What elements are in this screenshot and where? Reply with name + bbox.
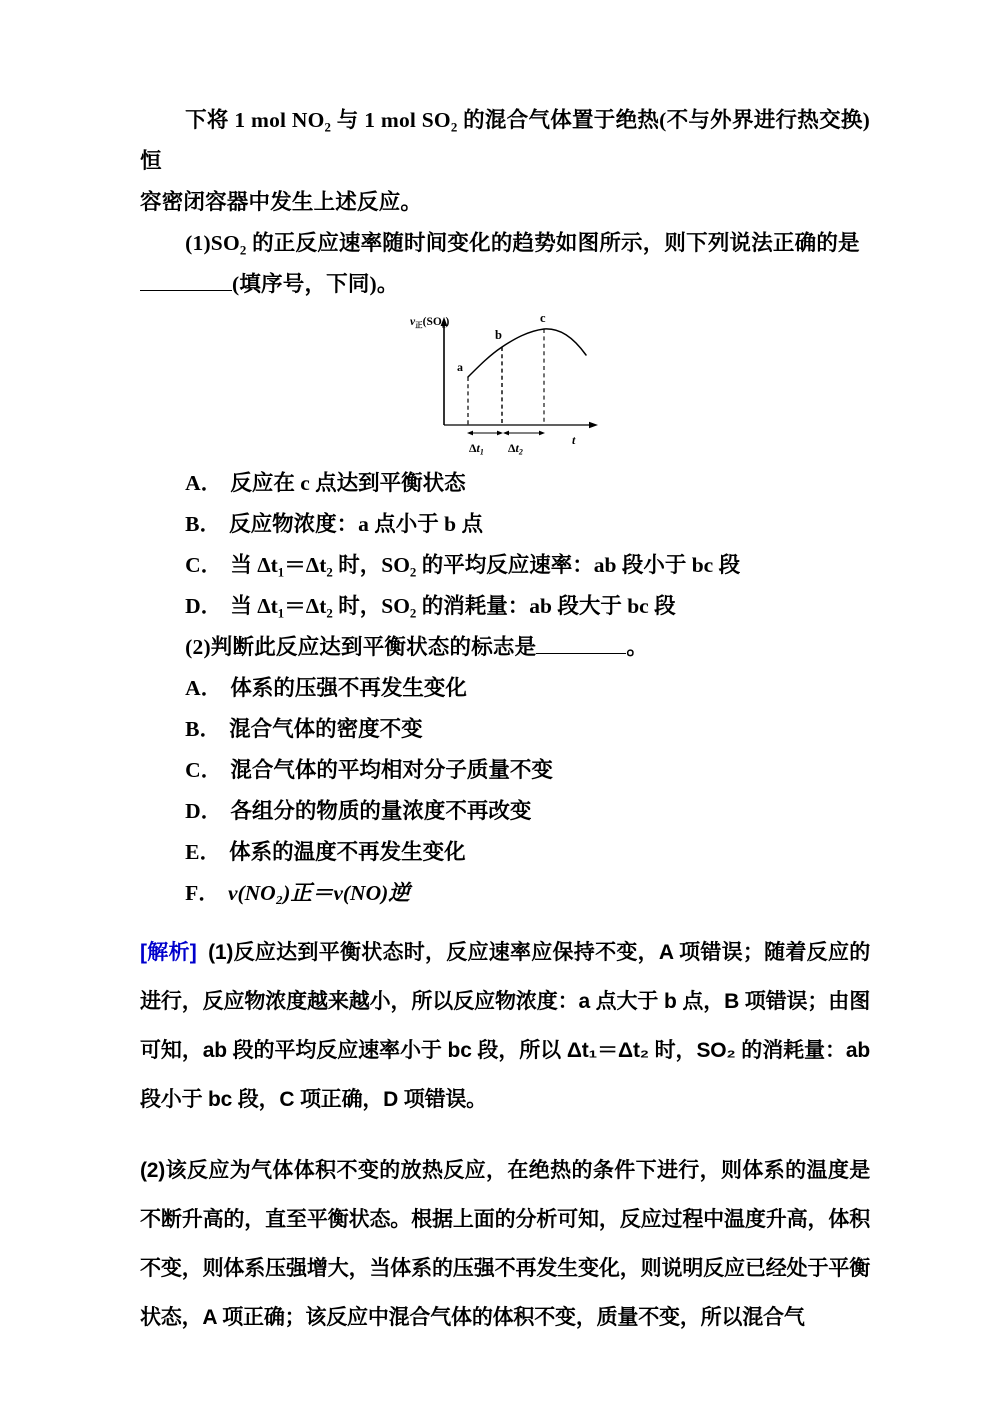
part1-option-c-text: 当 Δt₁＝Δt₂ 时，SO₂ 的平均反应速率：ab 段小于 bc 段 (230, 553, 741, 577)
analysis-spacer (140, 1124, 870, 1146)
part1-option-c[interactable] (140, 545, 870, 586)
part2-option-e[interactable] (140, 832, 870, 873)
analysis-part2 (140, 1146, 870, 1342)
part2-option-e-letter: E． (185, 840, 221, 864)
part2-prompt (140, 627, 870, 668)
part2-option-f-text: v(NO₂)正＝v(NO)逆 (227, 881, 410, 905)
interval-delta-t2 (503, 431, 545, 457)
part1-option-d-text: 当 Δt₁＝Δt₂ 时，SO₂ 的消耗量：ab 段大于 bc 段 (230, 594, 676, 618)
part2-option-c-text: 混合气体的平均相对分子质量不变 (230, 758, 553, 782)
part1-prompt (140, 223, 870, 264)
analysis-part1-text: (1)反应达到平衡状态时，反应速率应保持不变，A 项错误；随着反应的进行，反应物浓度越来越小，所以反应物浓度：a 点大于 b 点，B 项错误；由图可知，ab 段的平均反应速率小于 bc 段，所以 Δt₁＝Δt₂ 时，SO₂ 的消耗量：ab 段小于 bc 段，C 项正确，D 项错误。 (140, 941, 871, 1111)
x-axis-label: t (572, 433, 576, 447)
part1-option-b[interactable] (140, 504, 870, 545)
interval-label-2: $\Delta t_2$ (508, 441, 523, 457)
analysis-part2-text: (2)该反应为气体体积不变的放热反应，在绝热的条件下进行，则体系的温度是不断升高的，直至平衡状态。根据上面的分析可知，反应过程中温度升高，体积不变，则体系压强增大，当体系的压强不再发生变化，则说明反应已经处于平衡状态，A 项正确；该反应中混合气体的体积不变，质量不变，所以混合气 (140, 1159, 870, 1329)
page-content (140, 100, 870, 1342)
part1-option-c-letter: C． (185, 553, 223, 577)
part2-option-d-letter: D． (185, 799, 223, 823)
part1-option-a-text: 反应在 c 点达到平衡状态 (230, 471, 466, 495)
part2-prompt-text: (2)判断此反应达到平衡状态的标志是 (185, 635, 537, 659)
part2-option-b-text: 混合气体的密度不变 (229, 717, 423, 741)
part2-option-b[interactable] (140, 709, 870, 750)
interval-label-1: $\Delta t_1$ (469, 441, 484, 457)
analysis-label: [解析] (140, 941, 197, 964)
part2-option-a-letter: A． (185, 676, 223, 700)
point-label-a: a (457, 360, 463, 374)
part1-blank-line (140, 264, 870, 305)
part1-prompt-text: (1)SO₂ 的正反应速率随时间变化的趋势如图所示，则下列说法正确的是 (185, 231, 860, 255)
part2-option-a-text: 体系的压强不再发生变化 (230, 676, 467, 700)
part2-option-b-letter: B． (185, 717, 221, 741)
part2-option-c-letter: C． (185, 758, 223, 782)
rate-time-chart-svg (410, 307, 630, 457)
y-axis-label: $v_正(SO_2)$ (410, 316, 450, 330)
rate-time-chart (410, 307, 630, 462)
x-axis-arrow (589, 422, 598, 428)
interval-delta-t1 (467, 431, 503, 457)
part1-option-a[interactable] (140, 463, 870, 504)
part2-option-c[interactable] (140, 750, 870, 791)
part2-option-d[interactable] (140, 791, 870, 832)
question-stem-line1: 下将 1 mol NO₂ 与 1 mol SO₂ 的混合气体置于绝热(不与外界进行热交换)恒 (140, 108, 870, 173)
part1-option-d-letter: D． (185, 594, 223, 618)
part1-option-d[interactable] (140, 586, 870, 627)
part2-option-f-letter: F． (185, 881, 220, 905)
part2-prompt-tail: 。 (626, 635, 649, 659)
part2-answer-blank[interactable] (536, 653, 626, 654)
part2-option-f[interactable] (140, 873, 870, 914)
part1-option-b-letter: B． (185, 512, 221, 536)
analysis-part1 (140, 928, 870, 1124)
part1-prompt-tail: (填序号，下同)。 (232, 272, 399, 296)
part1-answer-blank[interactable] (140, 290, 232, 291)
figure-container (140, 307, 870, 459)
point-label-c: c (540, 311, 546, 325)
part2-option-e-text: 体系的温度不再发生变化 (229, 840, 466, 864)
point-label-b: b (495, 328, 502, 342)
question-stem-line2: 容密闭容器中发生上述反应。 (140, 190, 423, 214)
rate-curve (468, 329, 586, 377)
part1-option-b-text: 反应物浓度：a 点小于 b 点 (229, 512, 483, 536)
part2-option-d-text: 各组分的物质的量浓度不再改变 (230, 799, 532, 823)
part1-option-a-letter: A． (185, 471, 223, 495)
part2-option-a[interactable] (140, 668, 870, 709)
